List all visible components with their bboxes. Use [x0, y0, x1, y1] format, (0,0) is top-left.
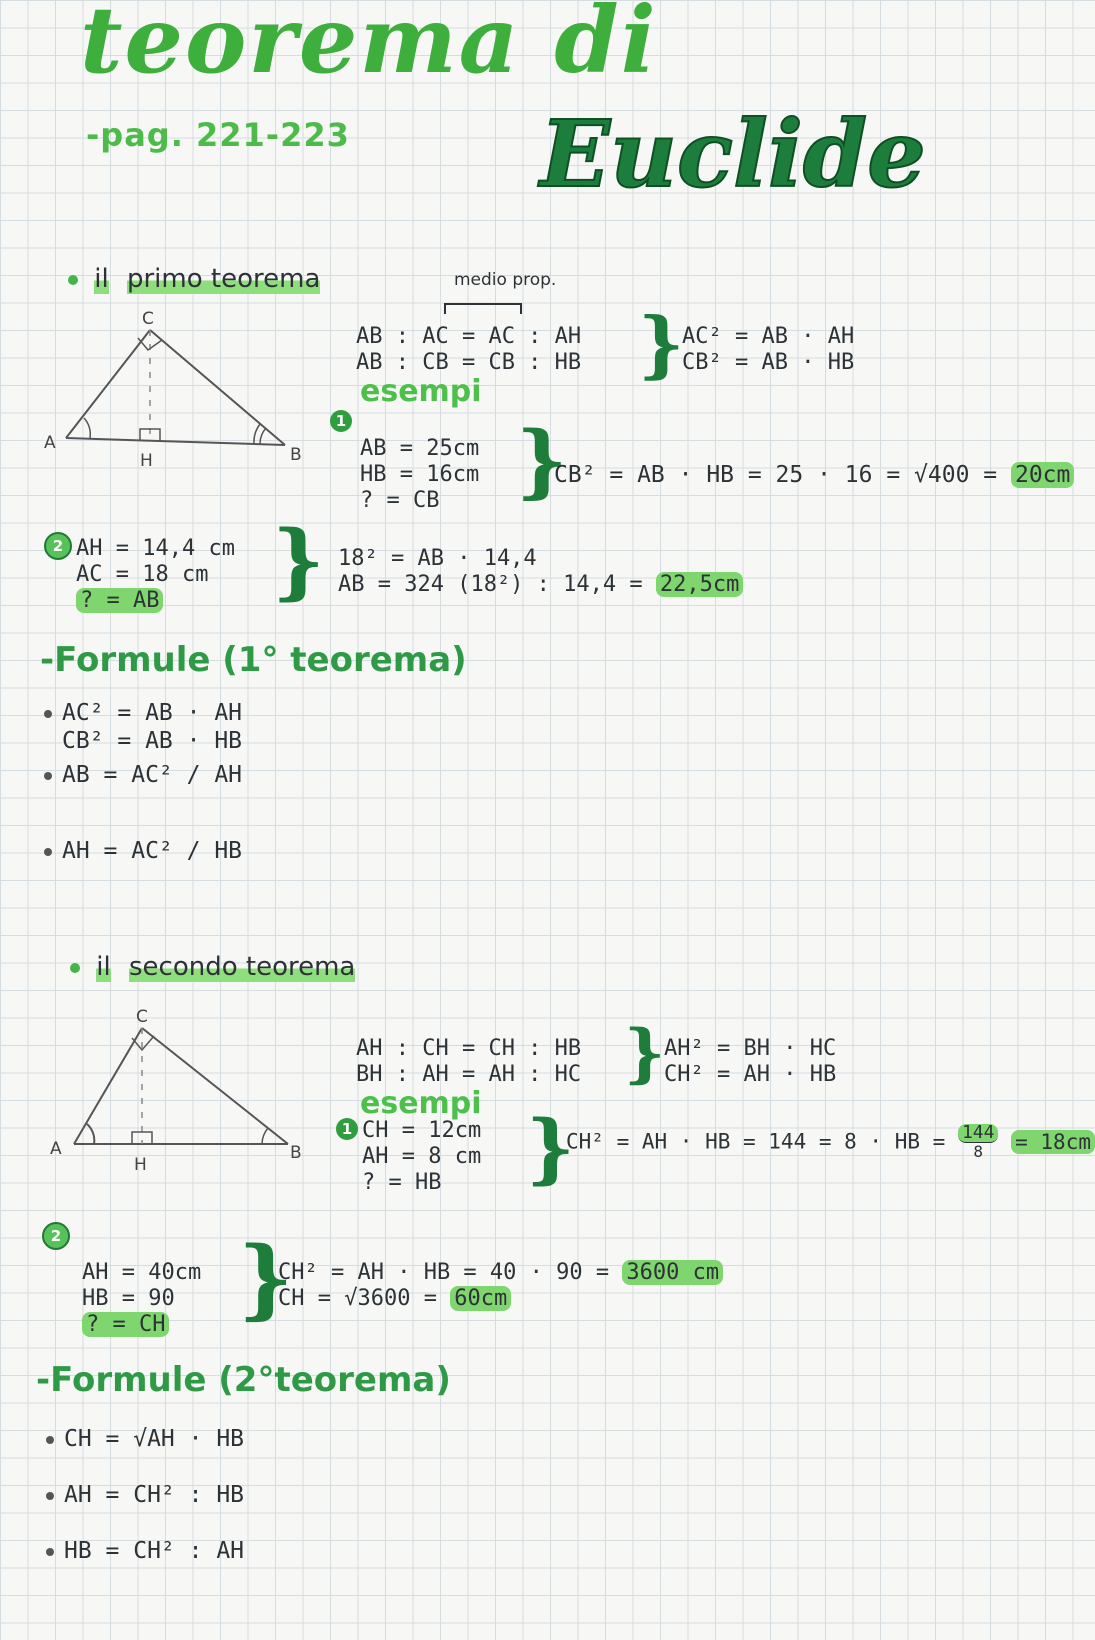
number-badge: 2 [44, 532, 72, 560]
calc-line: CH = √3600 = [278, 1286, 437, 1311]
esempi-label: esempi [360, 1086, 482, 1121]
vertex-label-a: A [44, 433, 56, 453]
bullet-icon [68, 275, 78, 285]
vertex-label-c: C [136, 1007, 148, 1027]
first-theorem-heading [68, 264, 320, 294]
page-reference: -pag. 221-223 [86, 116, 350, 154]
vertex-label-h: H [134, 1155, 147, 1175]
brace-icon: } [516, 413, 568, 507]
bullet-icon [44, 710, 52, 718]
data-line: ? = HB [362, 1170, 442, 1195]
medio-prop-note: medio prop. [454, 270, 557, 290]
vertex-label-a: A [50, 1139, 62, 1159]
bullet-icon [46, 1548, 54, 1556]
example-1-number [330, 410, 352, 432]
example-2-data [76, 536, 235, 614]
page-title-euclide: Euclide [540, 100, 926, 208]
second-theorem-heading [70, 952, 355, 982]
fraction [958, 1124, 999, 1161]
data-line: AH = 14,4 cm [76, 536, 235, 561]
data-line: HB = 16cm [360, 462, 480, 487]
answer-highlight: = 18cm [1011, 1130, 1095, 1154]
data-line: AH = 8 cm [362, 1144, 482, 1169]
result-line: AC² = AB · AH [682, 324, 855, 349]
heading-prefix: il [94, 264, 109, 294]
answer-highlight: 3600 cm [622, 1260, 723, 1285]
answer-highlight: 22,5cm [656, 572, 743, 597]
brace-icon: } [238, 1228, 294, 1329]
data-line: ? = CB [360, 488, 440, 513]
formule-2-title: -Formule (2°teorema) [36, 1360, 451, 1400]
example-2-data [82, 1260, 201, 1338]
triangle-diagram-2 [40, 1006, 310, 1176]
brace-icon: } [526, 1103, 575, 1192]
first-results [682, 324, 854, 376]
example-2-calc [278, 1260, 723, 1312]
esempi-label: esempi [360, 374, 482, 409]
example-1-calc [554, 462, 1074, 488]
vertex-label-b: B [290, 1143, 302, 1163]
calc-line: AB = 324 (18²) : 14,4 = [338, 572, 643, 597]
formula-2-line: HB = CH² : AH [46, 1538, 244, 1564]
formula-1-line: CB² = AB · HB [62, 728, 243, 754]
formula-1-line: AC² = AB · AH [44, 700, 242, 726]
vertex-label-h: H [140, 451, 153, 471]
vertex-label-c: C [142, 309, 154, 329]
first-proportions [356, 324, 581, 376]
answer-highlight: 60cm [450, 1286, 511, 1311]
heading-text: primo teorema [126, 264, 321, 294]
vertex-label-b: B [290, 445, 302, 465]
fraction-numerator: 144 [958, 1124, 999, 1143]
second-proportions [356, 1036, 581, 1088]
proportion-line: AH : CH = CH : HB [356, 1036, 582, 1061]
second-results [664, 1036, 836, 1088]
calc-line: 18² = AB · 14,4 [338, 546, 537, 571]
medio-bracket [442, 298, 524, 316]
number-badge: 2 [42, 1222, 70, 1250]
result-line: CB² = AB · HB [682, 350, 855, 375]
example-2-number [44, 532, 72, 560]
bullet-icon [46, 1436, 54, 1444]
brace-icon: } [638, 301, 685, 386]
proportion-line: BH : AH = AH : HC [356, 1062, 582, 1087]
result-line: CH² = AH · HB [664, 1062, 837, 1087]
proportion-line: AB : AC = AC : AH [356, 324, 582, 349]
calc-text: CH² = AH · HB = 144 = 8 · HB = [566, 1129, 946, 1154]
formula-2-line: AH = CH² : HB [46, 1482, 244, 1508]
heading-text: secondo teorema [128, 952, 356, 982]
formule-1-title: -Formule (1° teorema) [40, 640, 467, 680]
result-line: AH² = BH · HC [664, 1036, 837, 1061]
data-line: ? = AB [76, 588, 163, 613]
fraction-denominator: 8 [973, 1142, 984, 1161]
brace-icon: } [272, 513, 325, 609]
answer-highlight: 20cm [1011, 462, 1074, 488]
example-1-number [336, 1118, 358, 1140]
data-line: CH = 12cm [362, 1118, 482, 1143]
example-2-number [42, 1222, 70, 1250]
data-line: HB = 90 [82, 1286, 175, 1311]
bullet-icon [44, 772, 52, 780]
formula-1-line: AH = AC² / HB [44, 838, 242, 864]
data-line: AH = 40cm [82, 1260, 202, 1285]
number-badge: 1 [336, 1118, 358, 1140]
bullet-icon [70, 963, 80, 973]
calc-line: CH² = AH · HB = 40 · 90 = [278, 1260, 610, 1285]
bullet-icon [46, 1492, 54, 1500]
page-title: teorema di [80, 0, 658, 94]
triangle-diagram-1 [40, 310, 310, 480]
bullet-icon [44, 848, 52, 856]
heading-prefix: il [96, 952, 111, 982]
example-1-data [360, 436, 479, 514]
formula-2-line: CH = √AH · HB [46, 1426, 244, 1452]
data-line: ? = CH [82, 1312, 169, 1337]
data-line: AB = 25cm [360, 436, 480, 461]
example-1-data [362, 1118, 481, 1196]
example-2-calc [338, 546, 743, 598]
example-1-calc [566, 1124, 1095, 1161]
formula-1-line: AB = AC² / AH [44, 762, 242, 788]
number-badge: 1 [330, 410, 352, 432]
proportion-line: AB : CB = CB : HB [356, 350, 582, 375]
data-line: AC = 18 cm [76, 562, 209, 587]
brace-icon: } [624, 1016, 666, 1091]
calc-text: CB² = AB · HB = 25 · 16 = √400 = [554, 462, 998, 488]
